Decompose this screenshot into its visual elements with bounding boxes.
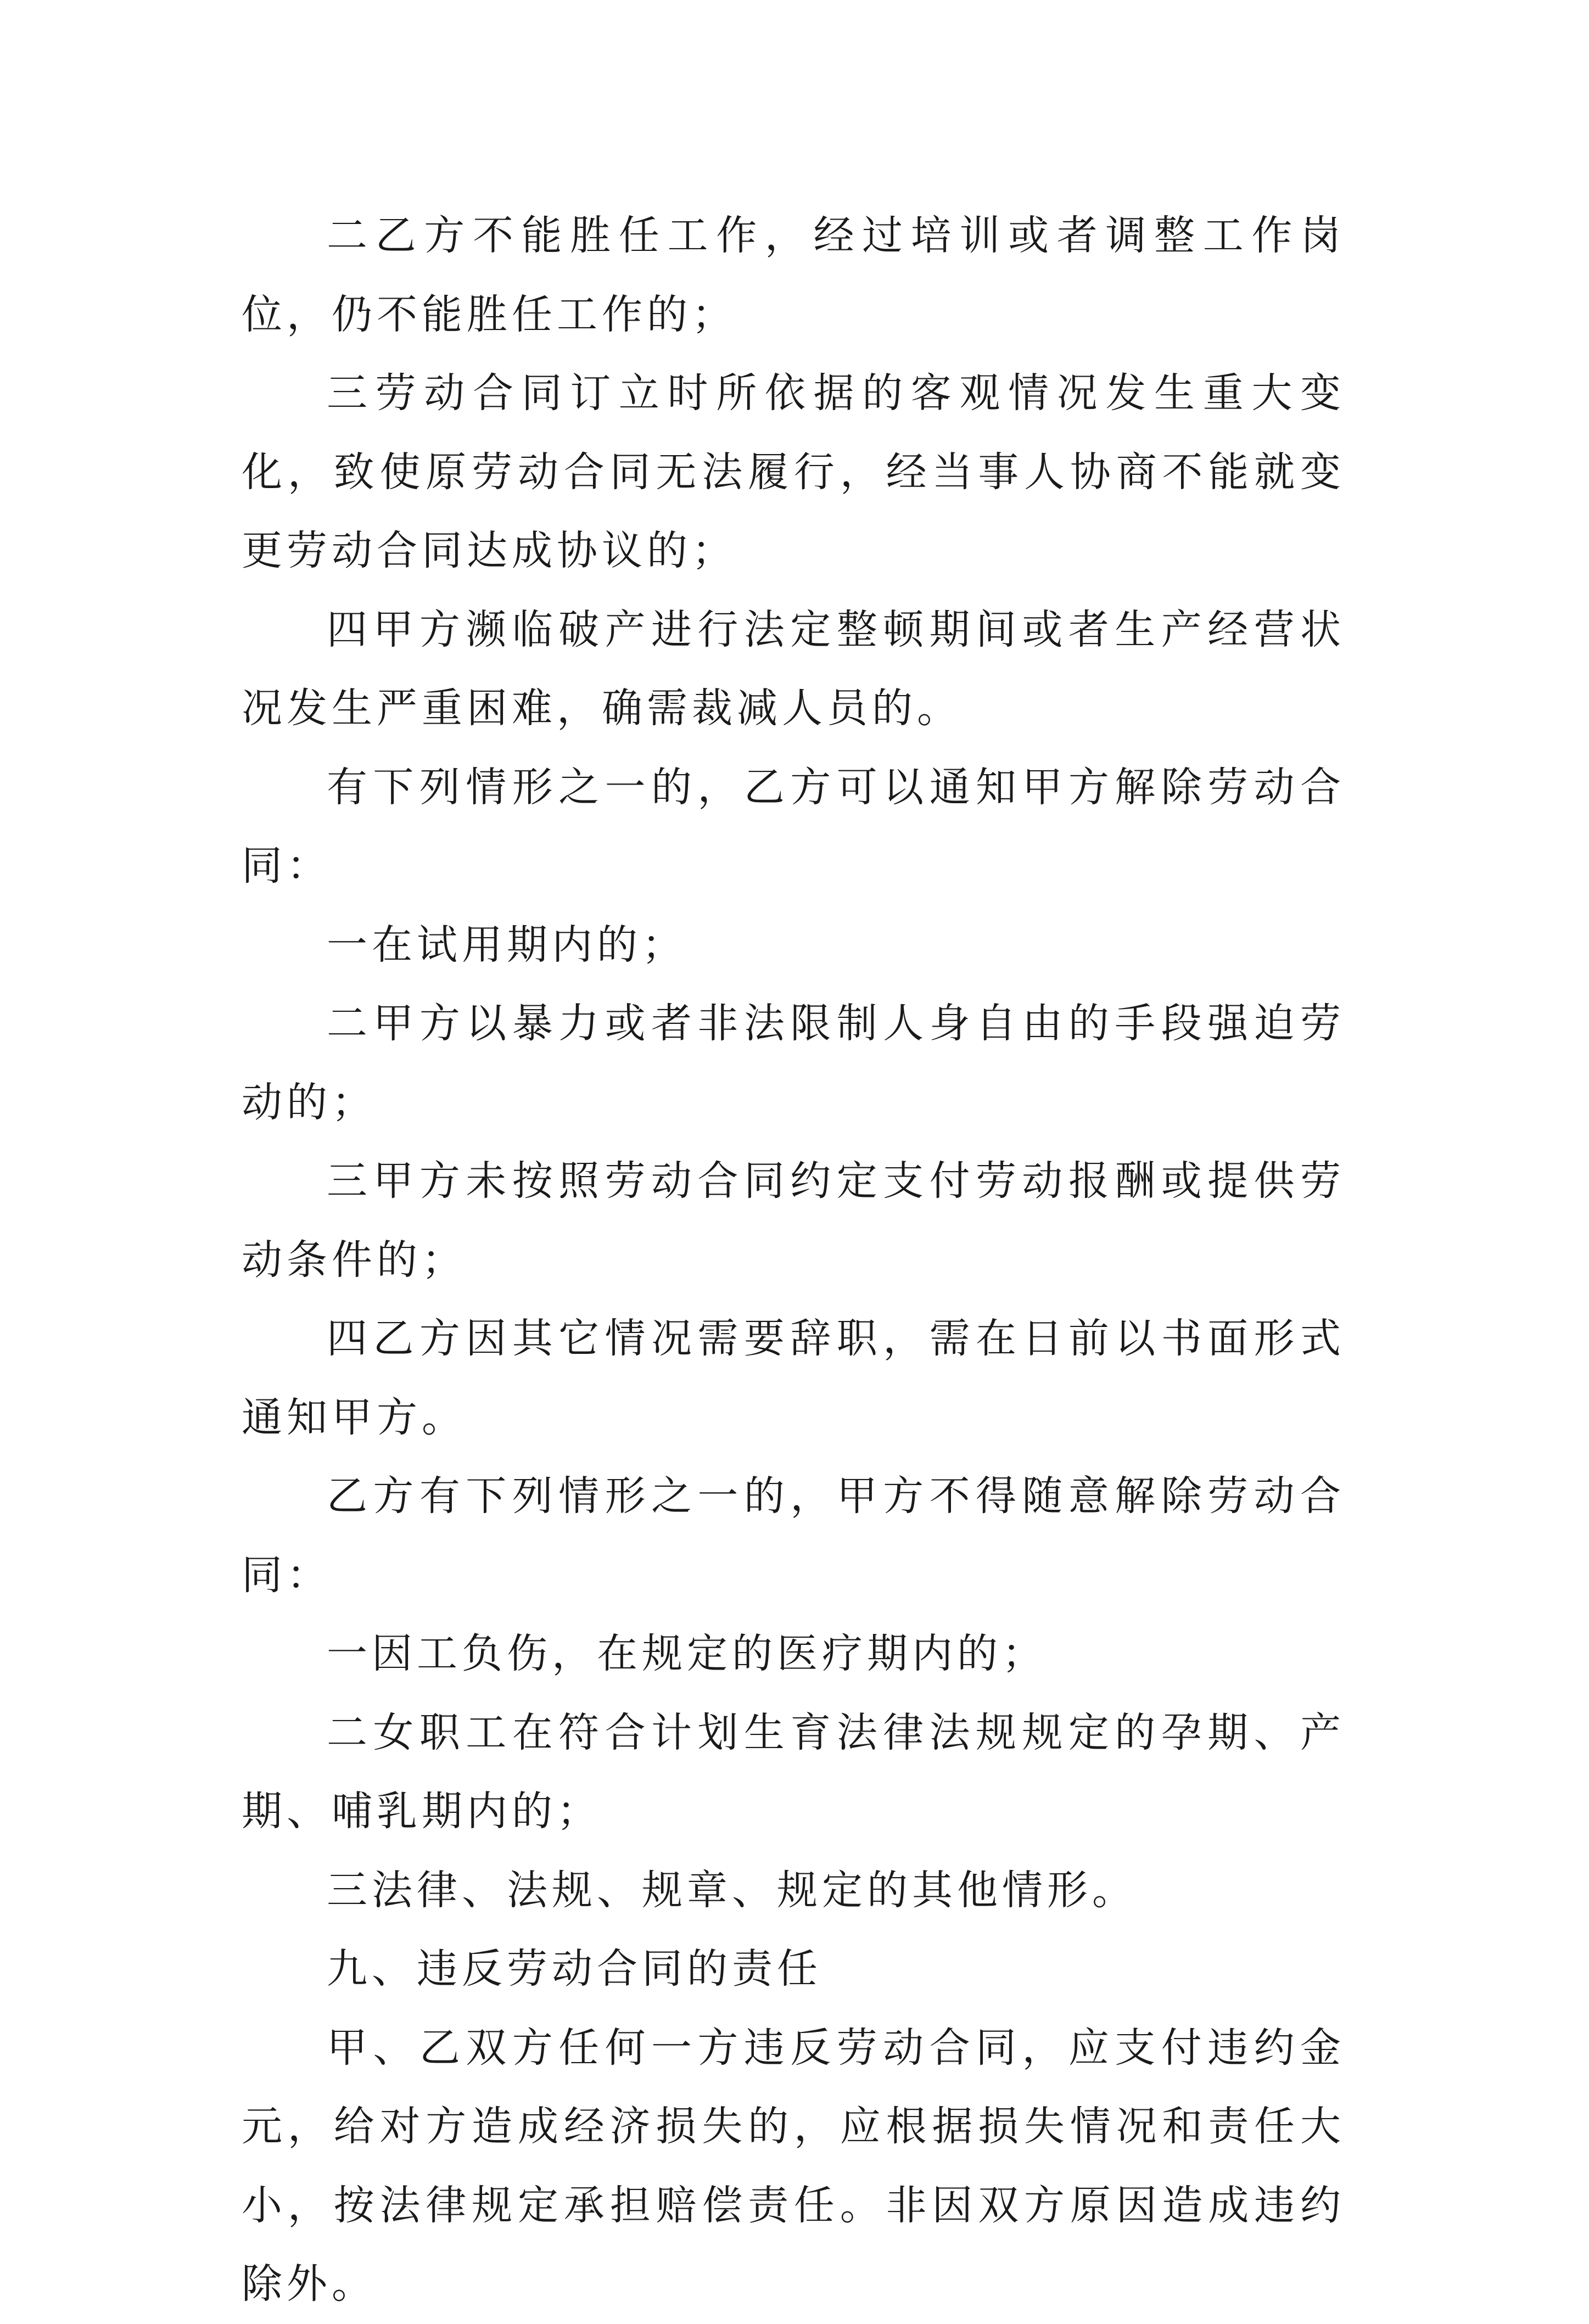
paragraph: 二乙方不能胜任工作，经过培训或者调整工作岗位，仍不能胜任工作的； <box>242 212 1345 338</box>
paragraph: 一因工负伤，在规定的医疗期内的； <box>327 1630 1047 1677</box>
paragraph: 四乙方因其它情况需要辞职，需在日前以书面形式通知甲方。 <box>242 1315 1345 1441</box>
paragraph: 有下列情形之一的，乙方可以通知甲方解除劳动合同： <box>242 763 1345 889</box>
paragraph: 甲、乙双方任何一方违反劳动合同，应支付违约金元，给对方造成经济损失的，应根据损失情况和责任大小，按法律规定承担赔偿责任。非因双方原因造成违约除外。 <box>242 2024 1345 2308</box>
section-heading: 九、违反劳动合同的责任 <box>327 1945 822 1992</box>
paragraph: 四甲方濒临破产进行法定整顿期间或者生产经营状况发生严重困难，确需裁减人员的。 <box>242 606 1345 732</box>
paragraph: 一在试用期内的； <box>327 921 687 968</box>
paragraph: 二甲方以暴力或者非法限制人身自由的手段强迫劳动的； <box>242 1000 1345 1126</box>
paragraph: 乙方有下列情形之一的，甲方不得随意解除劳动合同： <box>242 1472 1345 1599</box>
paragraph: 三甲方未按照劳动合同约定支付劳动报酬或提供劳动条件的； <box>242 1157 1345 1284</box>
document-body <box>242 197 1345 2324</box>
paragraph: 二女职工在符合计划生育法律法规规定的孕期、产期、哺乳期内的； <box>242 1709 1345 1835</box>
paragraph: 三法律、法规、规章、规定的其他情形。 <box>327 1866 1137 1914</box>
paragraph: 三劳动合同订立时所依据的客观情况发生重大变化，致使原劳动合同无法履行，经当事人协商不能就变更劳动合同达成协议的； <box>242 369 1345 574</box>
